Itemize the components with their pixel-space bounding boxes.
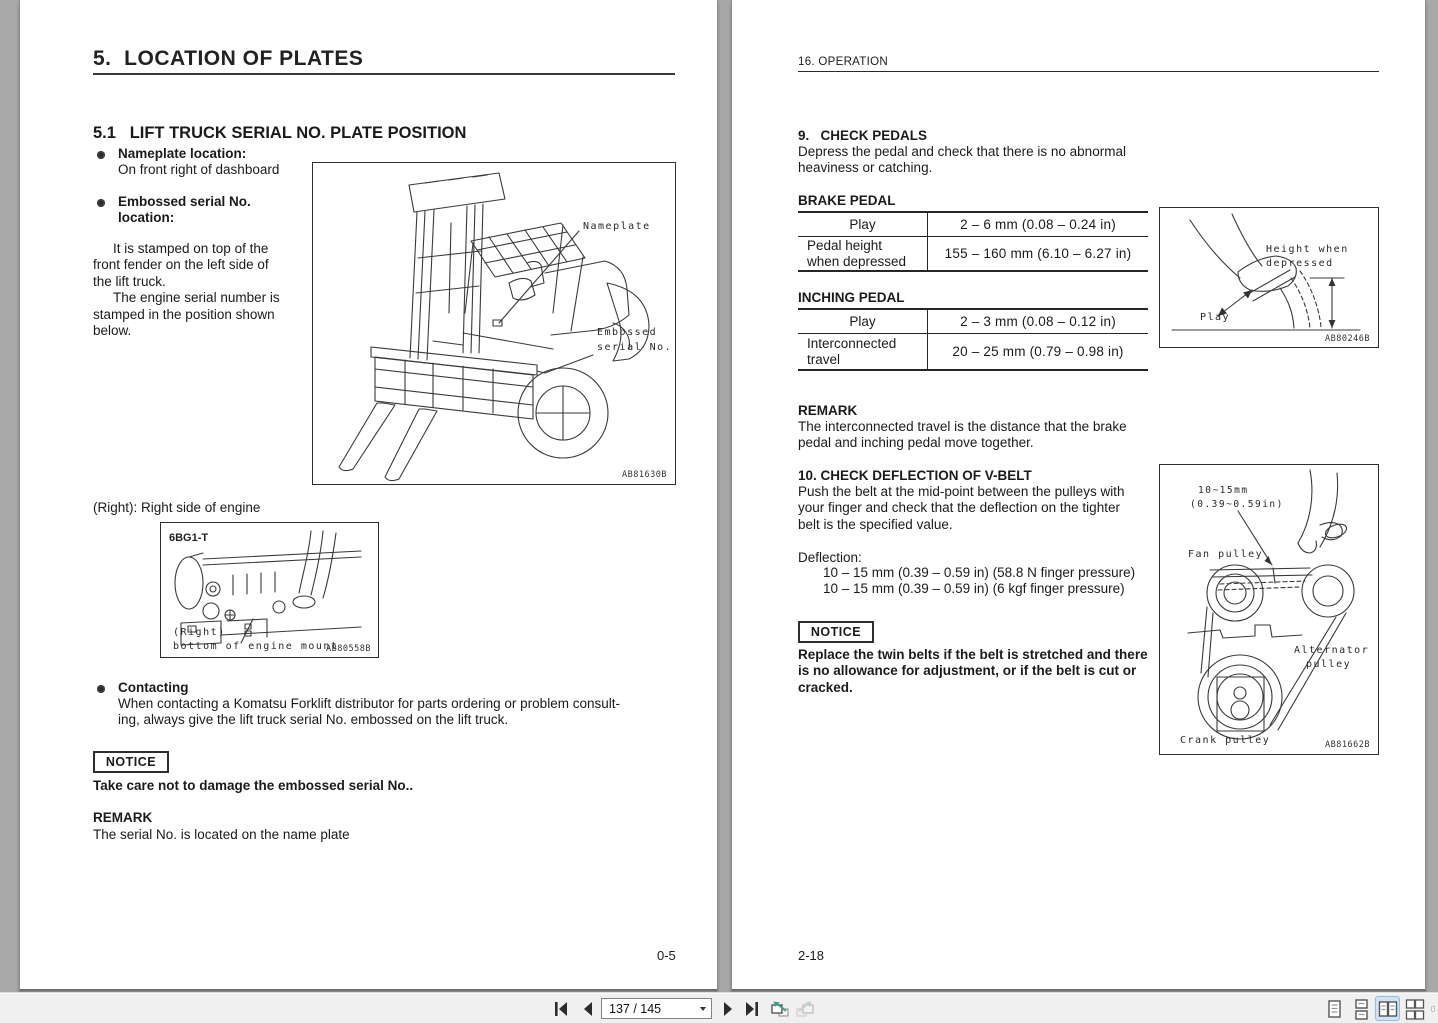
contacting-line: ing, always give the lift truck serial No. embossed on the lift truck. [118,712,509,728]
figure-pedal [1159,207,1379,348]
table-cell-label: Play [798,213,928,236]
table-cell-label: Pedal height when depressed [798,237,928,270]
last-page-button[interactable] [740,997,763,1020]
document-page-right [731,0,1426,991]
text-line: The interconnected travel is the distance that the brake [798,419,1127,434]
deflection-label: Deflection: [798,550,862,565]
pedal-figure-code: AB80246B [1325,334,1370,344]
contacting-line: When contacting a Komatsu Forklift distributor for parts ordering or problem consult- [118,696,620,711]
bullet-icon [97,151,105,159]
layout-extra-button[interactable] [1431,997,1438,1020]
layout-continuous-button[interactable] [1349,997,1372,1020]
viewer-toolbar [0,992,1438,1023]
brake-pedal-title: BRAKE PEDAL [798,193,896,208]
figure-engine [160,522,379,658]
text-line: belt is the specified value. [798,516,953,532]
forklift-figure-code: AB81630B [622,470,667,480]
table-cell-value: 155 – 160 mm (6.10 – 6.27 in) [944,246,1132,261]
remark-text: The serial No. is located on the name plate [93,827,350,842]
first-page-button[interactable] [549,997,572,1020]
remark-heading: REMARK [93,810,153,825]
brake-pedal-table [798,211,1148,272]
alternator-pulley-label-2: pulley [1306,659,1352,670]
nameplate-heading: Nameplate location: [118,146,247,161]
notice-paragraph [798,647,1148,696]
vbelt-figure-code: AB81662B [1325,740,1370,750]
vbelt-range-label-1: 10~15mm [1198,485,1249,496]
forklift-embossed-label-2: serial No. [597,342,673,353]
page-number-combobox[interactable] [601,998,712,1019]
deflection-values [823,565,1135,598]
embossed-heading-line2: location: [118,210,175,226]
check-pedals-paragraph [798,144,1126,177]
chapter-title: 5. LOCATION OF PLATES [93,47,364,70]
pedal-play-label: Play [1200,312,1231,323]
engine-right-label: (Right) [173,627,226,638]
deflection-value: 10 – 15 mm (0.39 – 0.59 in) (6 kgf finger pressure) [823,581,1125,597]
fan-pulley-label: Fan pulley [1188,549,1264,560]
remark-paragraph [798,419,1127,452]
layout-single-page-button[interactable] [1322,997,1345,1020]
previous-page-button[interactable] [576,997,599,1020]
layout-two-page-continuous-button[interactable] [1403,997,1426,1020]
notice-box: NOTICE [798,621,874,643]
pedal-height-label-1: Height when [1266,244,1349,255]
vbelt-title: 10. CHECK DEFLECTION OF V-BELT [798,468,1032,483]
table-row [798,236,1148,270]
body-paragraphs [93,241,323,339]
engine-caption: (Right): Right side of engine [93,500,261,515]
previous-view-button[interactable] [767,997,790,1020]
embossed-heading [118,194,251,227]
header-rule [798,71,1379,72]
contacting-paragraph [118,696,620,729]
table-row [798,333,1148,369]
text-line: Push the belt at the mid-point between the pulleys with [798,484,1125,499]
chapter-rule [93,73,675,75]
text-line: your finger and check that the deflection on the tighter [798,500,1120,516]
crank-pulley-label: Crank pulley [1180,735,1271,746]
bullet-icon [97,199,105,207]
next-page-button[interactable] [716,997,739,1020]
page-indicator: 137 / 145 [609,1001,662,1016]
forklift-embossed-label-1: Embossed [597,327,658,338]
embossed-heading-line1: Embossed serial No. [118,194,251,209]
engine-figure-code: AB80558B [326,644,371,654]
notice-line: is no allowance for adjustment, or if the belt is cut or [798,663,1137,679]
layout-two-page-button[interactable] [1376,997,1399,1020]
next-view-button[interactable] [794,997,817,1020]
body-line: stamped in the position shown [93,306,275,322]
table-cell-label: Interconnected travel [798,334,928,369]
table-cell-label: Play [798,310,928,333]
text-line: heaviness or catching. [798,160,933,176]
figure-forklift [312,162,676,485]
table-cell-value: 2 – 6 mm (0.08 – 0.24 in) [960,217,1116,232]
notice-box: NOTICE [93,751,169,773]
pedal-height-label-2: depressed [1266,258,1334,269]
text-line: pedal and inching pedal move together. [798,435,1034,451]
deflection-value: 10 – 15 mm (0.39 – 0.59 in) (58.8 N finger pressure) [823,565,1136,580]
alternator-pulley-label-1: Alternator [1294,645,1370,656]
page-number: 2-18 [798,948,825,963]
table-row [798,310,1148,333]
forklift-nameplate-label: Nameplate [583,221,651,232]
engine-model-label: 6BG1-T [169,532,209,544]
vbelt-range-label-2: (0.39~0.59in) [1190,499,1284,510]
notice-line: Replace the twin belts if the belt is stretched and there [798,647,1148,662]
table-cell-value: 20 – 25 mm (0.79 – 0.98 in) [952,344,1124,359]
nameplate-text: On front right of dashboard [118,162,280,177]
inching-pedal-title: INCHING PEDAL [798,290,905,305]
vbelt-paragraph [798,484,1124,533]
remark-heading: REMARK [798,403,858,418]
chevron-down-icon [700,1007,706,1011]
bullet-icon [97,685,105,693]
body-line: front fender on the left side of [93,257,269,273]
body-line: It is stamped on top of the [113,241,269,256]
figure-vbelt [1159,464,1379,755]
inching-pedal-table [798,308,1148,371]
table-row [798,213,1148,236]
engine-mount-label: bottom of engine mount [173,641,339,652]
running-header: 16. OPERATION [798,56,888,68]
body-line: below. [93,323,132,339]
text-line: Depress the pedal and check that there is no abnormal [798,144,1126,159]
body-line: The engine serial number is [113,290,280,306]
notice-line: cracked. [798,679,853,695]
document-page-left [19,0,718,991]
notice-text: Take care not to damage the embossed serial No.. [93,778,414,793]
table-cell-value: 2 – 3 mm (0.08 – 0.12 in) [960,314,1116,329]
contacting-heading: Contacting [118,680,189,695]
page-number: 0-5 [657,948,676,963]
body-line: the lift truck. [93,273,166,289]
section-title: 5.1 LIFT TRUCK SERIAL NO. PLATE POSITION [93,124,467,142]
check-pedals-title: 9. CHECK PEDALS [798,128,928,143]
